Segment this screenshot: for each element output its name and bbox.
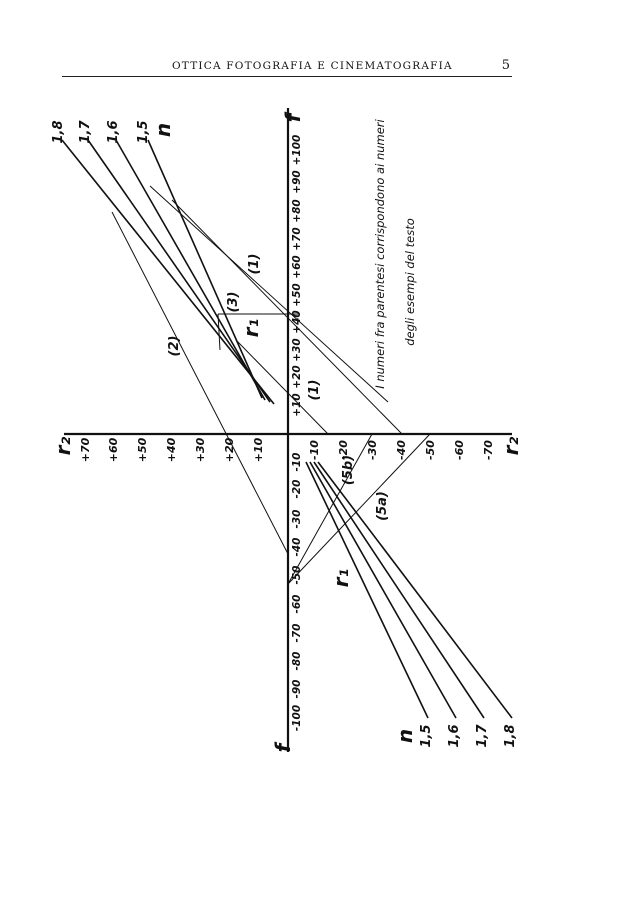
n-value-upper: 1,6	[106, 120, 121, 144]
r2-tick: -50	[424, 440, 437, 460]
note-line-1: I numeri fra parentesi corrispondono ai numeri	[373, 119, 387, 389]
f-tick: -60	[291, 594, 303, 614]
f-tick: -70	[291, 623, 303, 643]
n-line-1-8-lower	[318, 462, 512, 718]
example-2-label: (2)	[167, 335, 182, 357]
example-5a-label: (5a)	[375, 491, 390, 521]
r2-tick: +40	[165, 437, 178, 463]
r1-label-upper: r₁	[239, 318, 263, 338]
n-value-lower: 1,7	[475, 724, 490, 748]
r2-tick: +30	[194, 437, 207, 463]
example-5b-label: (5b)	[341, 454, 356, 486]
r2-tick: +60	[107, 437, 120, 463]
f-tick: -30	[291, 509, 303, 529]
r2-tick: +70	[79, 437, 92, 463]
f-axis-label-top: f	[281, 113, 305, 123]
f-tick: +20	[291, 365, 303, 389]
n-line-1-7-lower	[314, 462, 484, 718]
n-value-upper: 1,7	[78, 120, 93, 144]
n-label-top: n	[151, 122, 175, 138]
f-tick: +100	[291, 134, 303, 166]
n-value-upper: 1,8	[51, 120, 66, 144]
f-tick: +60	[291, 255, 303, 279]
r2-tick: -30	[366, 440, 379, 460]
f-tick: +70	[291, 227, 303, 251]
f-tick: -40	[291, 537, 303, 557]
r1-label-lower: r₁	[329, 568, 353, 588]
f-tick: -50	[291, 565, 303, 585]
f-tick: -100	[291, 704, 303, 732]
r2-tick: -70	[482, 440, 495, 460]
r2-tick: -10	[308, 440, 321, 460]
f-tick: +10	[291, 393, 303, 417]
n-label-bottom: n	[393, 728, 417, 744]
f-tick: -90	[291, 679, 303, 699]
f-tick: +40	[291, 310, 303, 334]
example-1-label-b: (1)	[307, 379, 322, 401]
f-tick: +30	[291, 338, 303, 362]
example-1-label-a: (1)	[247, 253, 262, 275]
r2-tick: +50	[136, 437, 149, 463]
r2-tick: -60	[453, 440, 466, 460]
f-tick: -10	[291, 452, 303, 472]
n-lines-lower	[306, 462, 512, 718]
r2-tick: +20	[223, 437, 236, 463]
f-tick: -80	[291, 651, 303, 671]
r2-tick: -20	[337, 440, 350, 460]
n-value-lower: 1,5	[419, 724, 434, 748]
running-title: OTTICA FOTOGRAFIA E CINEMATOGRAFIA	[172, 60, 453, 72]
example-3-label: (3)	[226, 291, 241, 313]
f-tick: +50	[291, 283, 303, 307]
r2-tick: -40	[395, 440, 408, 460]
r2-tick: +10	[252, 437, 265, 463]
note-line-2: degli esempi del testo	[403, 218, 417, 346]
f-tick: +90	[291, 170, 303, 194]
f-tick: +80	[291, 199, 303, 223]
f-axis-label-bottom: f	[271, 743, 295, 753]
f-tick: -20	[291, 479, 303, 499]
n-value-upper: 1,5	[136, 120, 151, 144]
r2-axis-label-left: r₂	[51, 436, 75, 456]
r2-axis-label-right: r₂	[499, 436, 523, 456]
n-line-1-7-upper	[88, 140, 270, 402]
page-number: 5	[501, 58, 510, 73]
n-value-lower: 1,6	[447, 724, 462, 748]
n-value-lower: 1,8	[503, 724, 518, 748]
